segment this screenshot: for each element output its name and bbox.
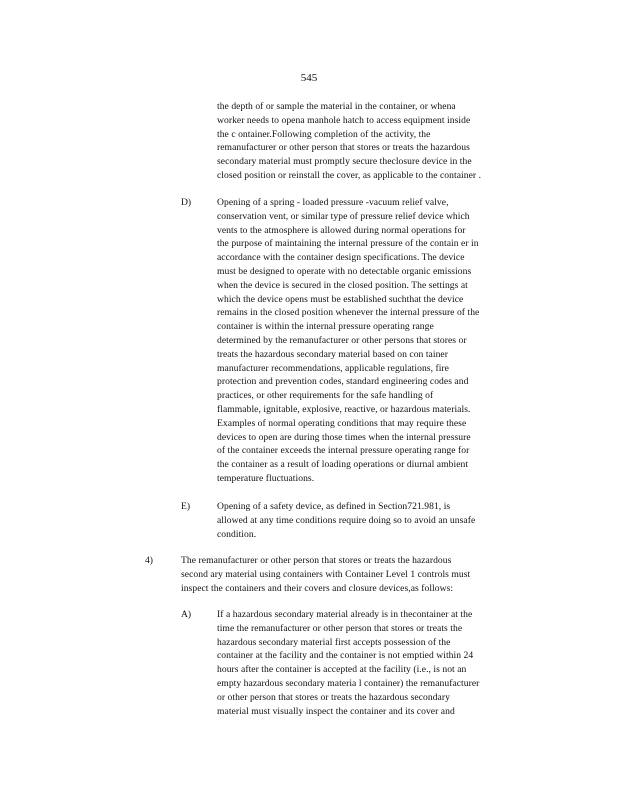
text-line: the container as a result of loading operations or diurnal ambient: [217, 459, 469, 471]
text-line: container is within the internal pressure operating range: [217, 321, 434, 333]
text-line: closed position or reinstall the cover, as applicable to the container .: [217, 169, 482, 181]
text-line: the purpose of maintaining the internal pressure of the contain er in: [217, 238, 479, 250]
item-d-paragraph: [217, 196, 479, 486]
text-line: treats the hazardous secondary material based on con tainer: [217, 348, 448, 360]
text-line: remanufacturer or other person that stores or treats the hazardous: [217, 142, 470, 154]
text-line: when the device is secured in the closed position. The settings at: [217, 279, 468, 291]
text-line: hazardous secondary material first accepts possession of the: [217, 636, 451, 648]
text-line: worker needs to opena manhole hatch to access equipment inside: [217, 114, 471, 126]
text-line: which the device opens must be established suchthat the device: [217, 293, 464, 305]
text-line: second ary material using containers with Container Level 1 controls must: [181, 568, 471, 580]
text-line: remains in the closed position whenever the internal pressure of the: [217, 307, 480, 319]
text-line: vents to the atmosphere is allowed during normal operations for: [217, 224, 466, 236]
text-line: The remanufacturer or other person that stores or treats the hazardous: [181, 555, 452, 566]
text-line: material must visually inspect the container and its cover and: [217, 705, 455, 717]
text-line: conservation vent, or similar type of pressure relief device which: [217, 210, 470, 222]
text-line: temperature fluctuations.: [217, 472, 315, 484]
item-a-paragraph: [217, 608, 479, 718]
page-number: 545: [300, 72, 318, 84]
text-line: Opening of a safety device, as defined in Section721.981, is: [217, 501, 451, 512]
text-line: If a hazardous secondary material already is in thecontainer at the: [217, 609, 473, 620]
item-d-label: D): [181, 197, 192, 208]
text-line: condition.: [217, 528, 257, 540]
item-e-label: E): [181, 501, 191, 512]
item-4-label: 4): [145, 555, 153, 566]
continuation-paragraph: [217, 100, 481, 183]
item-a-label: A): [181, 609, 192, 620]
text-line: determined by the remanufacturer or other persons that stores or: [217, 334, 467, 346]
text-line: manufacturer recommendations, applicable regulations, fire: [217, 362, 449, 374]
text-line: empty hazardous secondary materia l container) the remanufacturer: [217, 677, 480, 689]
text-line: Examples of normal operating conditions that may require these: [217, 417, 467, 429]
text-line: allowed at any time conditions require doing so to avoid an unsafe: [217, 514, 476, 526]
text-line: accordance with the container design specifications. The device: [217, 252, 465, 264]
text-line: inspect the containers and their covers and closure devices,as follows:: [181, 582, 454, 594]
text-line: the c ontainer.Following completion of the activity, the: [217, 128, 431, 140]
text-line: hours after the container is accepted at the facility (i.e., is not an: [217, 664, 467, 676]
item-4-paragraph: [181, 554, 470, 595]
text-line: must be designed to operate with no detectable organic emissions: [217, 265, 472, 277]
text-line: Opening of a spring - loaded pressure -vacuum relief valve,: [217, 197, 449, 208]
text-line: or other person that stores or treats the hazardous secondary: [217, 691, 450, 703]
text-line: the depth of or sample the material in the container, or whena: [217, 101, 456, 112]
text-line: devices to open are during those times when the internal pressure: [217, 431, 471, 443]
text-line: of the container exceeds the internal pressure operating range for: [217, 445, 470, 457]
text-line: protection and prevention codes, standard engineering codes and: [217, 376, 469, 388]
item-e-paragraph: [217, 500, 475, 541]
text-line: flammable, ignitable, explosive, reactive, or hazardous materials.: [217, 403, 471, 415]
text-line: time the remanufacturer or other person that stores or treats the: [217, 622, 463, 634]
text-line: secondary material must promptly secure theclosure device in the: [217, 156, 472, 168]
text-line: practices, or other requirements for the safe handling of: [217, 390, 434, 402]
text-line: container at the facility and the container is not emptied within 24: [217, 650, 474, 662]
